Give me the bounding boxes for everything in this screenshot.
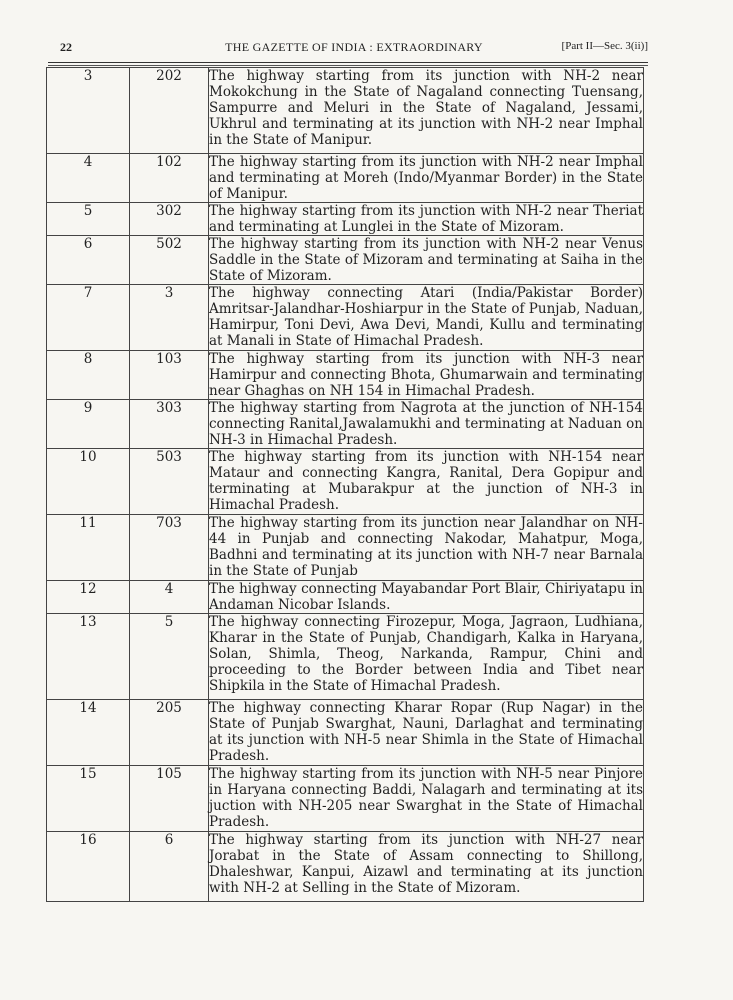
gazette-title: THE GAZETTE OF INDIA : EXTRAORDINARY [225,40,483,54]
table-row [47,832,644,902]
highway-number-cell: 5 [130,614,209,700]
page-header [60,40,648,58]
highway-description-cell: The highway connecting Firozepur, Moga, Jagraon, Ludhiana, Kharar in the State of Punjab, Chandigarh, Kalka in Haryana, Solan, Shimla, Theog, Narkanda, Rampur, Chini and proceeding to the Border between India and Tibet near Shipkila in the State of Himachal Pradesh. [209,614,644,700]
highway-table [46,67,644,902]
highway-number-cell: 703 [130,515,209,581]
serial-number-cell: 8 [47,351,130,400]
serial-number-cell: 6 [47,236,130,285]
table-row [47,68,644,154]
serial-number-cell: 13 [47,614,130,700]
highway-description-cell: The highway starting from its junction with NH-2 near Imphal and terminating at Moreh (Indo/Myanmar Border) in the State of Manipur. [209,154,643,202]
table-row [47,285,644,351]
serial-number-cell: 10 [47,449,130,515]
table-row [47,203,644,236]
highway-number-cell: 202 [130,68,209,154]
highway-description-cell: The highway starting from Nagrota at the junction of NH-154 connecting Ranital,Jawalamukhi and terminating at Naduan on NH-3 in Himachal Pradesh. [209,400,643,448]
page-number: 22 [60,40,72,54]
table-row [47,581,644,614]
highway-number-cell: 105 [130,766,209,832]
serial-number-cell: 16 [47,832,130,902]
serial-number-cell: 11 [47,515,130,581]
serial-number-cell: 12 [47,581,130,614]
highway-number-cell: 3 [130,285,209,351]
serial-number-cell: 9 [47,400,130,449]
highway-description-cell: The highway connecting Atari (India/Pakistar Border) Amritsar-Jalandhar-Hoshiarpur in the State of Punjab, Naduan, Hamirpur, Toni Devi, Awa Devi, Mandi, Kullu and terminating at Manali in State of Himachal Pradesh. [209,285,643,349]
highway-number-cell: 205 [130,700,209,766]
highway-description-cell: The highway starting from its junction with NH-2 near Venus Saddle in the State of Mizoram and terminating at Saiha in the State of Mizoram. [209,236,643,284]
table-row [47,154,644,203]
serial-number-cell: 7 [47,285,130,351]
highway-description-cell: The highway connecting Mayabandar Port Blair, Chiriyatapu in Andaman Nicobar Islands. [209,581,643,613]
highway-description-cell: The highway starting from its junction with NH-2 near Mokokchung in the State of Nagaland connecting Tuensang, Sampurre and Meluri in the State of Nagaland, Jessami, Ukhrul and terminating at its junction with NH-2 near Imphal in the State of Manipur. [209,68,644,154]
serial-number-cell: 15 [47,766,130,832]
highway-description-cell: The highway starting from its junction with NH-3 near Hamirpur and connecting Bhota, Ghumarwain and terminating near Ghaghas on NH 154 in Himachal Pradesh. [209,351,643,399]
table-row [47,351,644,400]
serial-number-cell: 4 [47,154,130,203]
serial-number-cell: 14 [47,700,130,766]
highway-description-cell: The highway starting from its junction with NH-5 near Pinjore in Haryana connecting Baddi, Nalagarh and terminating at its juction with NH-205 near Swarghat in the State of Himachal Pradesh. [209,766,643,830]
highway-description-cell: The highway starting from its junction with NH-2 near Theriat and terminating at Lunglei in the State of Mizoram. [209,203,643,235]
table-row [47,614,644,700]
table-row [47,400,644,449]
highway-number-cell: 302 [130,203,209,236]
table-row [47,449,644,515]
highway-number-cell: 503 [130,449,209,515]
highway-table-body [47,68,644,902]
highway-number-cell: 502 [130,236,209,285]
highway-number-cell: 103 [130,351,209,400]
highway-number-cell: 4 [130,581,209,614]
highway-number-cell: 6 [130,832,209,902]
table-row [47,766,644,832]
table-row [47,236,644,285]
highway-description-cell: The highway starting from its junction with NH-27 near Jorabat in the State of Assam connecting to Shillong, Dhaleshwar, Kanpui, Aizawl and terminating at its junction with NH-2 at Selling in the State of Mizoram. [209,832,644,902]
part-section: [Part II—Sec. 3(ii)] [561,40,648,52]
serial-number-cell: 3 [47,68,130,154]
header-rule [48,62,648,63]
highway-number-cell: 102 [130,154,209,203]
table-row [47,515,644,581]
highway-description-cell: The highway starting from its junction with NH-154 near Mataur and connecting Kangra, Ranital, Dera Gopipur and terminating at Mubarakpur at the junction of NH-3 in Himachal Pradesh. [209,449,643,513]
highway-number-cell: 303 [130,400,209,449]
serial-number-cell: 5 [47,203,130,236]
table-row [47,700,644,766]
highway-description-cell: The highway connecting Kharar Ropar (Rup Nagar) in the State of Punjab Swarghat, Nauni, Darlaghat and terminating at its junction with NH-5 near Shimla in the State of Himachal Pradesh. [209,700,643,764]
highway-description-cell: The highway starting from its junction near Jalandhar on NH-44 in Punjab and connecting Nakodar, Mahatpur, Moga, Badhni and terminating at its junction with NH-7 near Barnala in the State of Punjab [209,515,643,579]
header-rule-secondary [48,65,648,66]
